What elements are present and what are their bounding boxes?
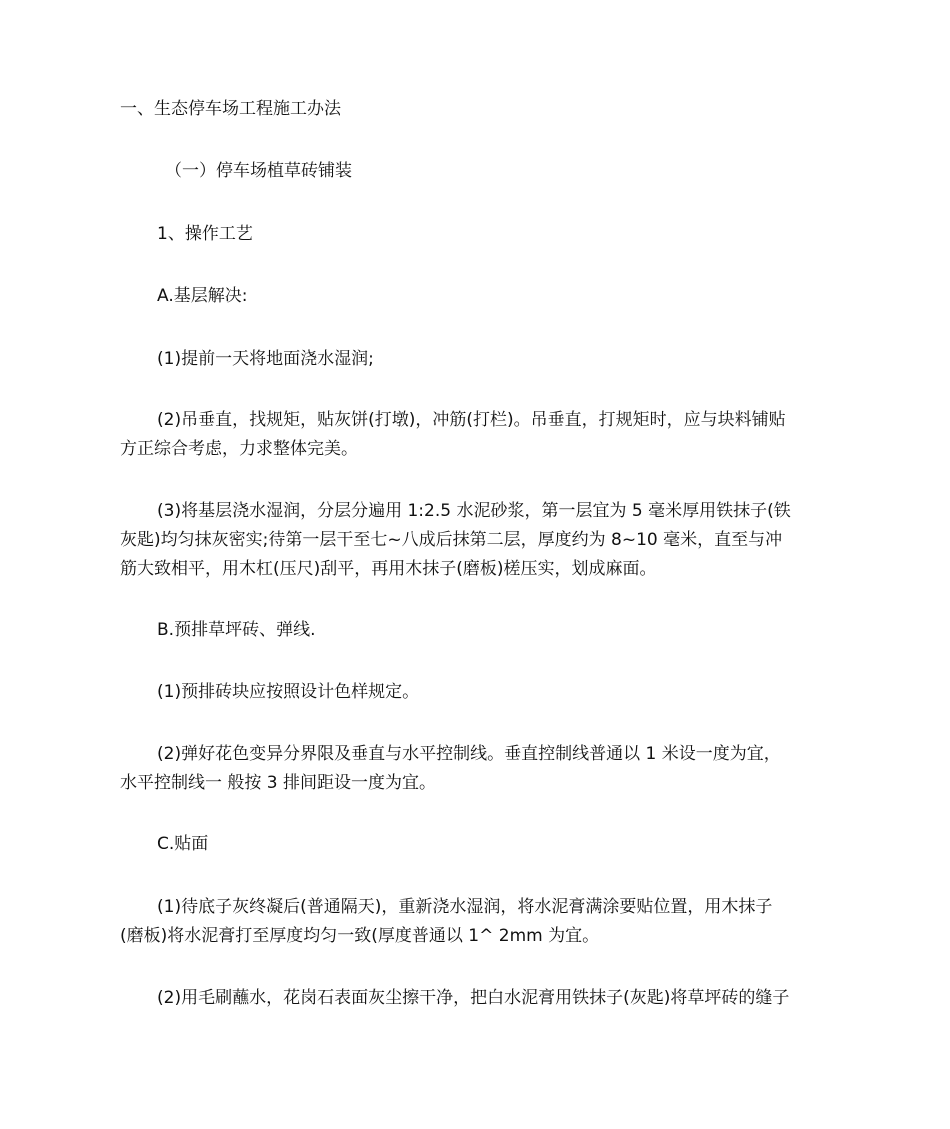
part-a-item-1-text: (1)提前一天将地面浇水湿润; bbox=[157, 349, 374, 369]
part-c-item-1-line-1: (1)待底子灰终凝后(普通隔天)，重新浇水湿润，将水泥膏满涂要贴位置，用木抹子 bbox=[157, 897, 773, 917]
part-b-item-2 bbox=[120, 740, 832, 798]
part-c-title bbox=[120, 830, 832, 859]
part-a-item-3-line-3: 筋大致相平，用木杠(压尺)刮平，再用木抹子(磨板)槎压实，划成麻面。 bbox=[120, 559, 657, 579]
part-a-item-3-line-1: (3)将基层浇水湿润，分层分遍用 1:2.5 水泥砂浆，第一层宜为 5 毫米厚用铁抹子(铁 bbox=[157, 501, 791, 521]
part-a-title-text: A.基层解决: bbox=[157, 286, 248, 306]
part-a-item-2-line-1: (2)吊垂直，找规矩，贴灰饼(打墩)，冲筋(打栏)。吊垂直，打规矩时，应与块料铺贴 bbox=[157, 410, 786, 430]
part-a-item-1 bbox=[120, 345, 832, 374]
part-c-item-1 bbox=[120, 893, 832, 951]
step-heading-text: 1、操作工艺 bbox=[157, 224, 253, 244]
part-c-title-text: C.贴面 bbox=[157, 834, 209, 854]
part-b-title-text: B.预排草坪砖、弹线. bbox=[157, 620, 316, 640]
part-b-item-1-text: (1)预排砖块应按照设计色样规定。 bbox=[157, 682, 420, 702]
section-heading-text: 一、生态停车场工程施工办法 bbox=[120, 99, 341, 119]
part-b-item-1 bbox=[120, 678, 832, 707]
part-c-item-1-line-2: (磨板)将水泥膏打至厚度均匀一致(厚度普通以 1^ 2mm 为宜。 bbox=[120, 926, 600, 946]
section-heading bbox=[120, 95, 832, 124]
part-c-item-2-line-1: (2)用毛刷蘸水，花岗石表面灰尘擦干净，把白水泥膏用铁抹子(灰匙)将草坪砖的缝子 bbox=[157, 988, 790, 1008]
part-a-title bbox=[120, 282, 832, 311]
part-a-item-3 bbox=[120, 497, 832, 584]
part-b-item-2-line-2: 水平控制线一 般按 3 排间距设一度为宜。 bbox=[120, 773, 437, 793]
part-c-item-2 bbox=[120, 984, 832, 1013]
part-a-item-3-line-2: 灰匙)均匀抹灰密实;待第一层干至七~八成后抹第二层，厚度约为 8~10 毫米，直至与冲 bbox=[120, 530, 783, 550]
part-b-title bbox=[120, 616, 832, 645]
subsection-heading-text: （一）停车场植草砖铺装 bbox=[165, 161, 352, 181]
subsection-heading bbox=[120, 157, 832, 186]
part-b-item-2-line-1: (2)弹好花色变异分界限及垂直与水平控制线。垂直控制线普通以 1 米设一度为宜， bbox=[157, 744, 781, 764]
step-heading bbox=[120, 220, 832, 249]
part-a-item-2-line-2: 方正综合考虑，力求整体完美。 bbox=[120, 439, 358, 459]
part-a-item-2 bbox=[120, 406, 832, 464]
